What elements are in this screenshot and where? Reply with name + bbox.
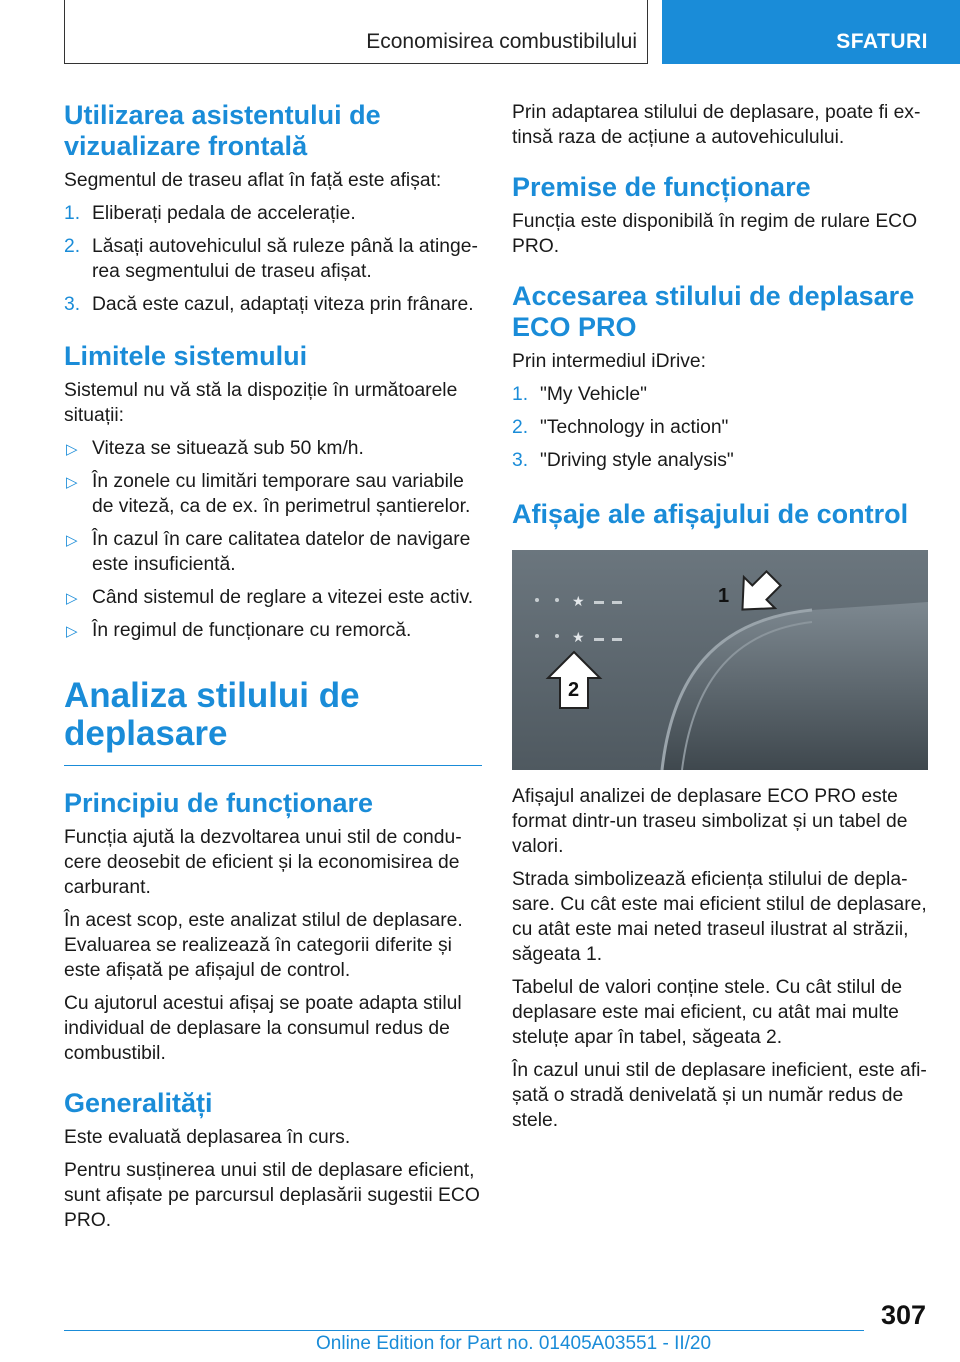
step-number: 3. (512, 450, 529, 471)
heading-principle: Principiu de funcționare (64, 788, 374, 818)
step-number: 1. (64, 203, 81, 224)
chapter-rule (64, 765, 482, 766)
general-p2: Pentru susținerea unui stil de deplasare eficient, sunt afișate pe parcursul deplasării sugestii ECO PRO. (64, 1160, 480, 1231)
bullet-text: În regimul de funcționare cu remorcă. (92, 620, 412, 641)
list-item (64, 585, 482, 610)
footer-rule (64, 1330, 864, 1331)
table-dash (594, 601, 604, 604)
step-text: Dacă este cazul, adaptați viteza prin frânare. (92, 294, 474, 315)
section-system-limits (64, 341, 482, 643)
section-general (64, 1088, 482, 1233)
range-paragraph: Prin adaptarea stilului de deplasare, poate fi extinsă raza de acțiune a autovehiculului. (512, 102, 921, 148)
list-item (512, 448, 930, 473)
step-number: 2. (64, 236, 81, 257)
list-item (64, 436, 482, 461)
callout-1: 1 (718, 585, 730, 607)
table-dash (612, 601, 622, 604)
principle-p2: În acest scop, este analizat stilul de deplasare. Evaluarea se realizează în categorii diferite și este afișată pe afișajul de control. (64, 910, 463, 981)
section-access (512, 281, 930, 473)
list-item (64, 292, 482, 317)
footer-edition: Online Edition for Part no. 01405A03551 - II/20 (316, 1333, 712, 1354)
header-section-box (64, 0, 648, 64)
heading-general: Generalități (64, 1088, 213, 1118)
heading-access: Accesarea stilului de deplasare ECO PRO (512, 281, 915, 342)
principle-p3: Cu ajutorul acestui afișaj se poate adapta stilul individual de deplasare la consumul redus de combustibil. (64, 993, 462, 1064)
display-p1: Afișajul analizei de deplasare ECO PRO este format dintr-un traseu simbolizat și un tabel de valori. (512, 786, 908, 857)
right-column (512, 100, 930, 1141)
chapter-driving-style (64, 677, 482, 766)
header-tag: SFATURI (836, 30, 928, 53)
step-number: 2. (512, 417, 529, 438)
bullet-triangle-icon: ▷ (66, 441, 78, 458)
list-item (512, 382, 930, 407)
step-text: "Technology in action" (540, 417, 729, 438)
heading-system-limits: Limitele sistemului (64, 341, 308, 371)
table-dot (555, 634, 559, 638)
step-number: 1. (512, 384, 529, 405)
principle-p1: Funcția ajută la dezvoltarea unui stil de conducere deosebit de eficient și la economisirea de carburant. (64, 827, 462, 898)
prerequisites-p1: Funcția este disponibilă în regim de rulare ECO PRO. (512, 211, 918, 257)
heading-displays: Afișaje ale afișajului de control (512, 499, 909, 529)
bullet-triangle-icon: ▷ (66, 590, 78, 607)
front-view-intro: Segmentul de traseu aflat în față este afișat: (64, 170, 442, 191)
heading-front-view: Utilizarea asistentului de vizualizare frontală (64, 100, 381, 161)
system-limits-list (64, 436, 482, 643)
bullet-text: În cazul în care calitatea datelor de navigare este insuficientă. (92, 529, 471, 575)
callout-2: 2 (568, 679, 580, 701)
step-number: 3. (64, 294, 81, 315)
heading-prerequisites: Premise de funcționare (512, 172, 811, 202)
page-number: 307 (880, 1300, 926, 1330)
table-dot (555, 598, 559, 602)
access-intro: Prin intermediul iDrive: (512, 351, 706, 372)
section-displays (512, 499, 930, 530)
bullet-triangle-icon: ▷ (66, 474, 78, 491)
display-p3: Tabelul de valori conține stele. Cu cât stilul de deplasare este mai eficient, cu atât mai multe steluțe apar în tabel, săgeata 2. (512, 977, 903, 1048)
bullet-triangle-icon: ▷ (66, 532, 78, 549)
table-dash (594, 638, 604, 641)
left-column (64, 100, 482, 1253)
list-item (64, 469, 482, 519)
bullet-triangle-icon: ▷ (66, 623, 78, 640)
step-text: "Driving style analysis" (540, 450, 734, 471)
chapter-title: Analiza stilului de deplasare (64, 676, 360, 753)
bullet-text: În zonele cu limitări temporare sau variabile de viteză, ca de ex. în perimetrul șantierelor. (92, 471, 471, 517)
list-item (64, 234, 482, 284)
section-front-view (64, 100, 482, 317)
table-dash (612, 638, 622, 641)
system-limits-intro: Sistemul nu vă stă la dispoziție în următoarele situații: (64, 380, 458, 426)
header-section-title: Economisirea combustibilului (366, 30, 637, 53)
step-text: Eliberați pedala de accelerație. (92, 203, 356, 224)
list-item (64, 527, 482, 577)
step-text: Lăsați autovehiculul să ruleze până la atingerea segmentului de traseu afișat. (92, 236, 478, 282)
step-text: "My Vehicle" (540, 384, 647, 405)
list-item (64, 618, 482, 643)
general-p1: Este evaluată deplasarea în curs. (64, 1127, 351, 1148)
bullet-text: Viteza se situează sub 50 km/h. (92, 438, 364, 459)
front-view-steps (64, 201, 482, 317)
list-item (64, 201, 482, 226)
list-item (512, 415, 930, 440)
section-prerequisites (512, 172, 930, 259)
eco-pro-display-graphic (512, 550, 928, 770)
eco-pro-display-illustration (512, 550, 928, 770)
display-p2: Strada simbolizează eficiența stilului de deplasare. Cu cât este mai eficient stilul de deplasare, cu atât este mai neted traseul ilustrat al străzii, săgeata 1. (512, 869, 927, 965)
header-tag-box (662, 0, 960, 64)
star-icon: ★ (572, 630, 585, 646)
table-dot (535, 598, 539, 602)
table-dot (535, 634, 539, 638)
section-principle (64, 788, 482, 1066)
access-steps (512, 382, 930, 473)
bullet-text: Când sistemul de reglare a vitezei este activ. (92, 587, 474, 608)
star-icon: ★ (572, 594, 585, 610)
display-p4: În cazul unui stil de deplasare ineficient, este afișată o stradă denivelată și un număr redus de stele. (512, 1060, 927, 1131)
